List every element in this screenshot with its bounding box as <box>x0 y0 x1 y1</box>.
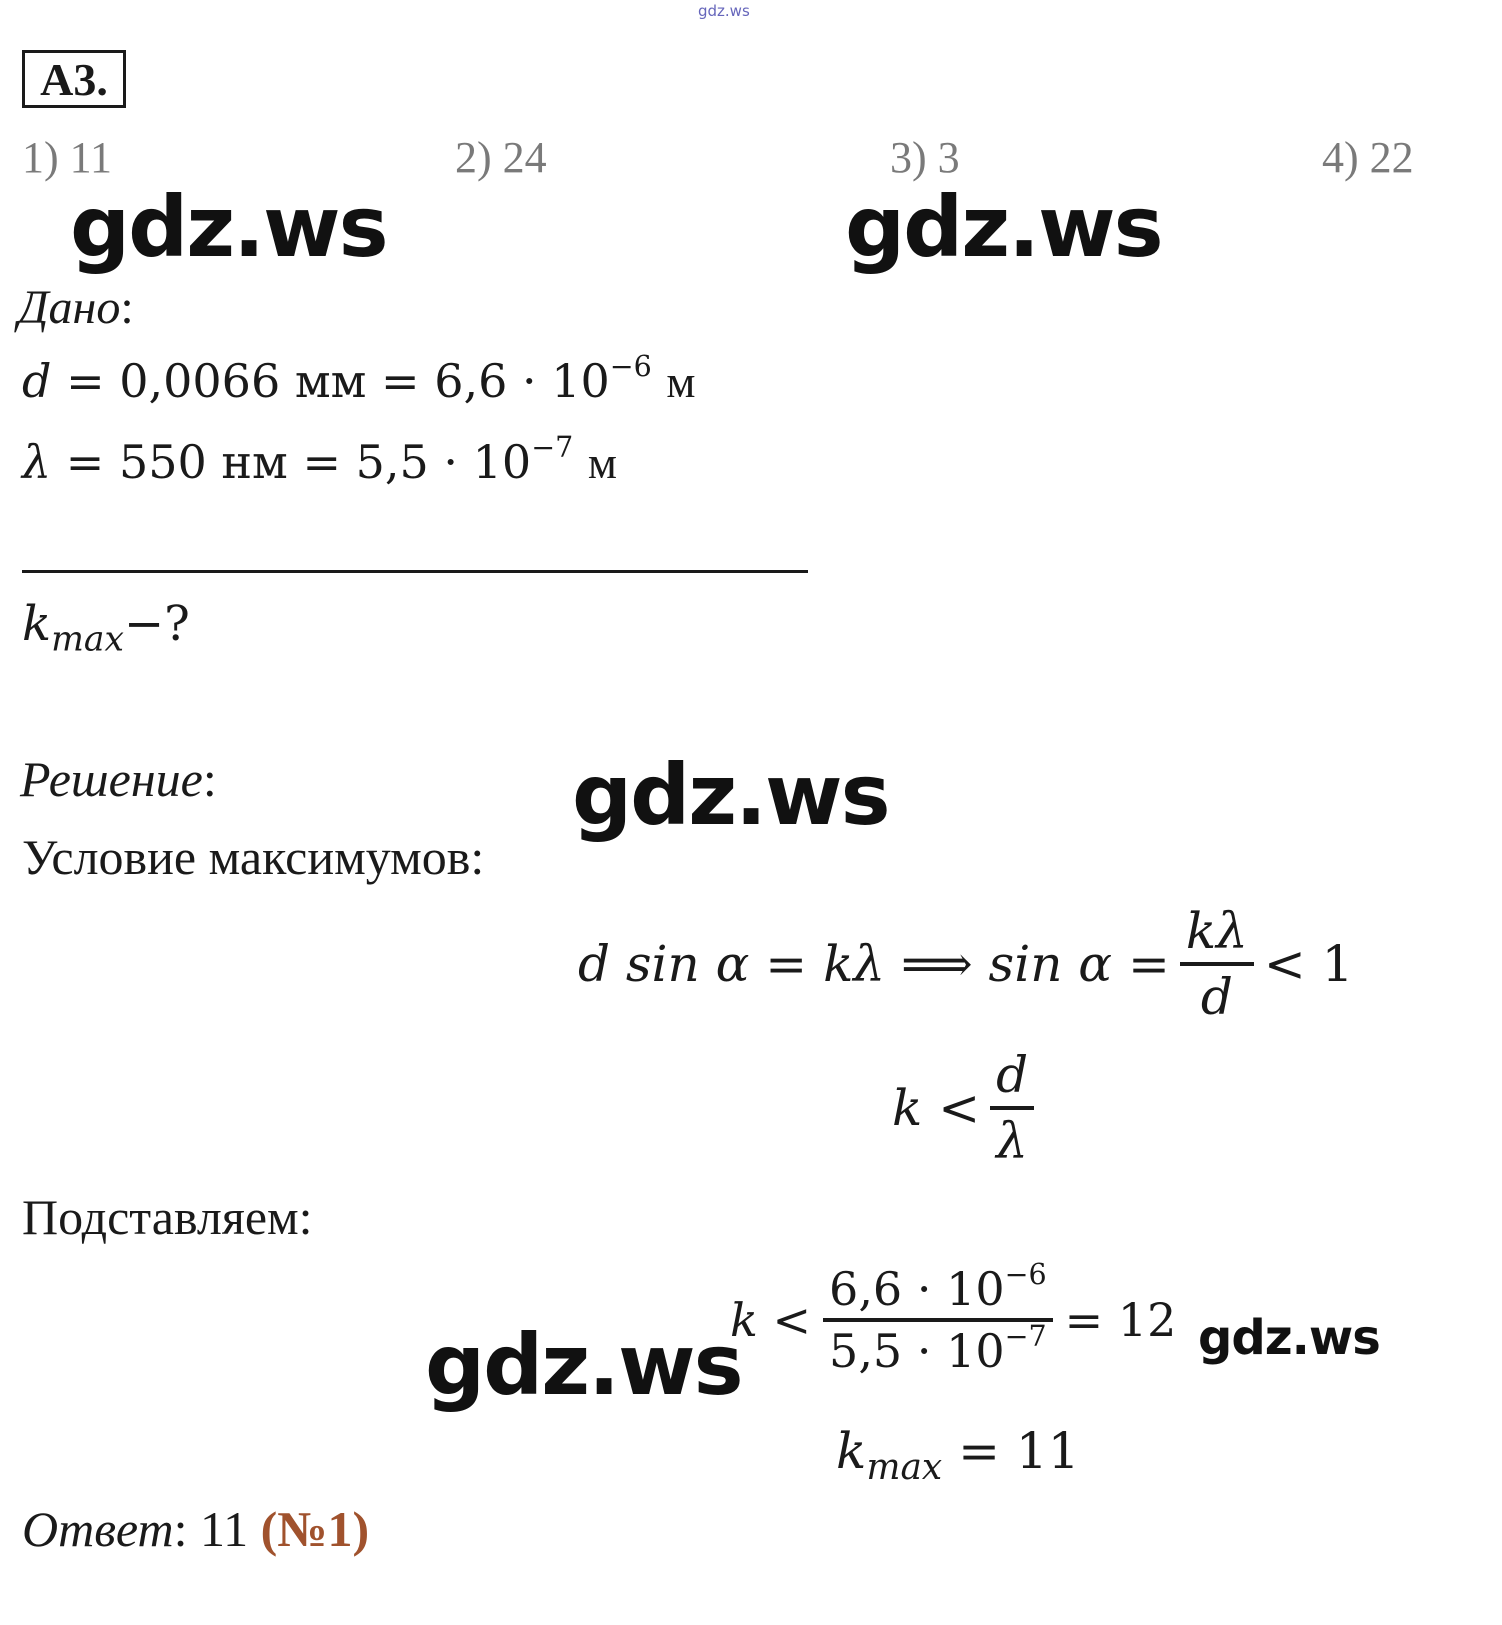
top-watermark: gdz.ws <box>698 2 750 20</box>
watermark-2: gdz.ws <box>845 178 1162 276</box>
solution-heading: Решение: <box>20 751 217 807</box>
given-heading: Дано: <box>18 281 134 334</box>
watermark-1: gdz.ws <box>70 178 387 276</box>
watermark-3: gdz.ws <box>572 746 889 844</box>
substitute-label: Подставляем: <box>22 1189 313 1245</box>
fraction-numeric: $\frac{6,6 \cdot 10^{-6}}{5,5 \cdot 10^{-7}}$ <box>823 1262 1053 1378</box>
answer-line: Ответ: 11 (№1) <box>22 1501 370 1557</box>
option-2: 2) 24 <box>455 133 547 182</box>
equation-3: k < $\frac{6,6 \cdot 10^{-6}}{5,5 \cdot 10^{-7}}$ = 12 <box>730 1258 1177 1378</box>
given-divider <box>22 570 808 573</box>
find-line: $k_{max}-$? <box>22 596 190 660</box>
answer-reference: (№1) <box>260 1501 370 1557</box>
given-d-line: d = 0,0066 мм = $6,6 \cdot 10^{-6}$ м <box>22 350 696 408</box>
option-1: 1) 11 <box>22 133 113 182</box>
watermark-5: gdz.ws <box>1198 1310 1380 1366</box>
given-lambda-line: λ = 550 нм = $5,5 \cdot 10^{-7}$ м <box>22 431 617 489</box>
task-label: А3. <box>22 50 126 108</box>
equation-2: k < $\frac{d}{\lambda}$ <box>892 1046 1034 1170</box>
condition-label: Условие максимумов: <box>22 829 485 885</box>
option-3: 3) 3 <box>890 133 960 182</box>
fraction-d-over-lambda: $\frac{d}{\lambda}$ <box>990 1046 1034 1170</box>
equation-1: d sin α = kλ ⟹ sin α = $\frac{k\lambda}{d}$ < 1 <box>578 902 1354 1026</box>
equation-4: $k_{max} = 11$ <box>836 1422 1080 1488</box>
fraction-k-lambda-over-d: $\frac{k\lambda}{d}$ <box>1180 902 1254 1026</box>
watermark-4: gdz.ws <box>425 1316 742 1414</box>
option-4: 4) 22 <box>1322 133 1414 182</box>
